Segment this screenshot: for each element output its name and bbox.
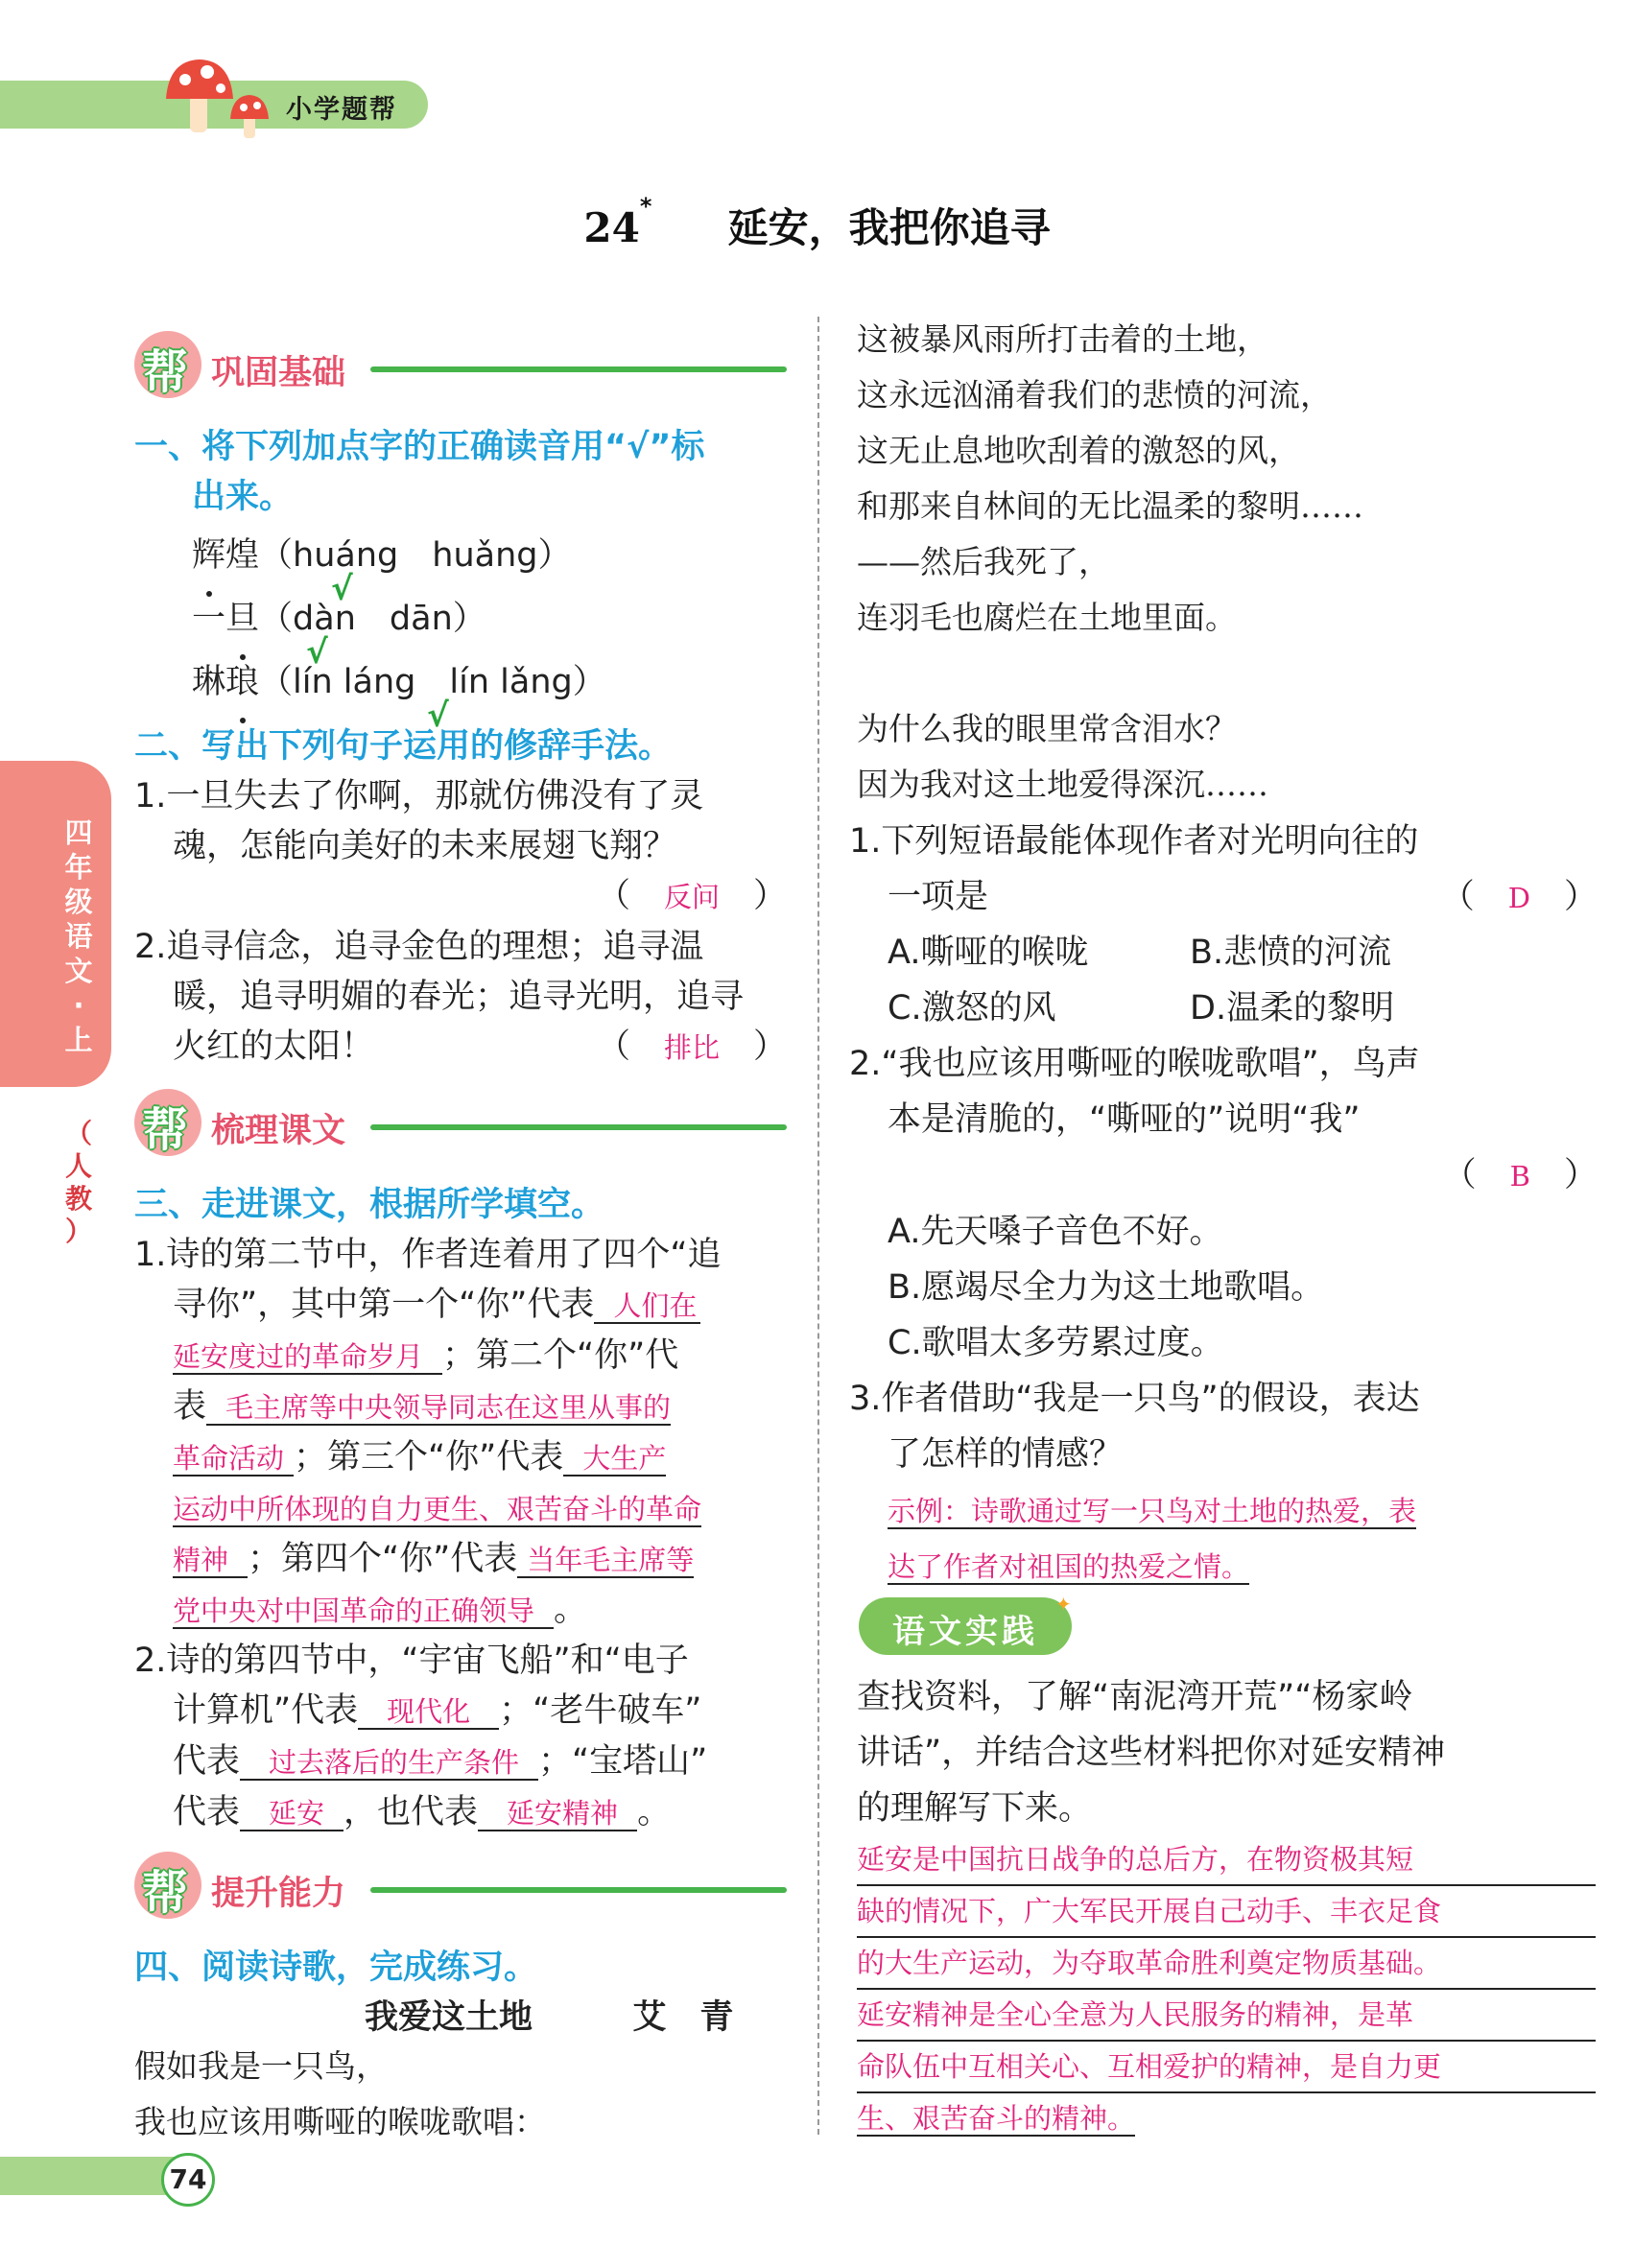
practice-answer [857,1834,1596,2143]
q2-item2-c: 火红的太阳！ [173,1028,375,1066]
lesson-title [0,193,1634,254]
q1-opt-3a: lín láng √ [293,663,415,701]
q2-item1-a: 1.一旦失去了你啊，那就仿佛没有了灵 [134,777,704,815]
q1-word-2: 旦 [225,587,259,650]
q2-item2-answer: 排比 [663,1031,720,1064]
rq2-answer: B [1509,1160,1530,1193]
q3-p2-d-row: 代表 过去落后的生产条件 ；“宝塔山” [173,1742,708,1781]
q1-item-1: 辉煌（huáng √ huǎng） [192,524,806,587]
poem-heading [365,1993,787,2043]
poem-right [857,312,1596,813]
q3-p1-b-row: 寻你”，其中第一个“你”代表 人们在 [134,1280,787,1331]
rq3-answer-2: 达了作者对祖国的热爱之情。 [888,1550,1250,1583]
rq2-b: 本是清脆的，“嘶哑的”说明“我” [888,1100,1361,1139]
section-line [370,1124,787,1130]
q3-p1-f-row [134,1483,787,1534]
q3-p2-answer1: 现代化 [358,1695,499,1730]
poem-line: 为什么我的眼里常含泪水？ [857,710,1237,747]
poem-line: ——然后我死了， [857,543,1110,580]
practice-badge [859,1597,1072,1655]
section-line [370,1887,787,1893]
section-line [370,366,787,372]
poem-title: 我爱这土地 [365,1998,533,2037]
q3-p1-h-row: 党中央对中国革命的正确领导 。 [173,1591,588,1629]
q1-opt-1b: huǎng [432,536,538,575]
sparkle-icon: ✦ [1055,1593,1072,1616]
rq2-answer-box: （ B ） [1442,1156,1598,1194]
q1-items [192,524,806,735]
q3-p2-f-row: 代表 延安 ，也代表 延安精神 。 [173,1793,672,1831]
section-bang: 帮 [142,1103,189,1157]
q2-item1-answer: 反问 [663,881,720,913]
poem-line: 这无止息地吹刮着的激怒的风， [857,432,1300,469]
rq1-options-2 [849,980,1598,1036]
q1-word-3: 琅 [225,650,259,714]
practice-answer-line: 命队伍中互相关心、互相爱护的精神，是自力更 [857,2042,1596,2093]
section-head-basics [134,331,787,404]
rq1-a: 1.下列短语最能体现作者对光明向往的 [849,822,1419,861]
practice-answer-line: 的大生产运动，为夺取革命胜利奠定物质基础。 [857,1938,1596,1990]
practice-answer-line: 缺的情况下，广大军民开展自己动手、丰衣足食 [857,1886,1596,1938]
poem-line: 这被暴风雨所打击着的土地， [857,320,1268,358]
lesson-mark: * [639,193,652,220]
q1-title [134,422,806,522]
brand-name: 小学题帮 [286,95,397,125]
practice-answer-line: 延安精神是全心全意为人民服务的精神，是革 [857,1990,1596,2042]
rq3-b: 了怎样的情感？ [888,1435,1124,1474]
check-icon: √ [306,633,328,672]
q2-item2-answer-box: （ 排比 ） [596,1028,787,1066]
rq1-opt-b: B.悲愤的河流 [1190,933,1392,972]
lesson-name: 延安，我把你追寻 [727,204,1051,251]
q3-title: 三、走进课文，根据所学填空。 [134,1186,605,1224]
poem-left [134,2039,546,2150]
practice-q-a: 查找资料，了解“南泥湾开荒”“杨家岭 [857,1678,1413,1716]
rq1-answer-box: （ D ） [1440,878,1598,916]
q3-p1-answer1a: 人们在 [594,1289,700,1324]
rq2-opt-c: C.歌唱太多劳累过度。 [888,1324,1224,1362]
q3-p1-c-row: 延安度过的革命岁月 ；第二个“你”代 [173,1336,679,1375]
column-divider [817,317,819,2135]
q2-title: 二、写出下列句子运用的修辞手法。 [134,727,673,766]
q1-word-1: 辉 [192,524,225,587]
check-icon: √ [331,570,353,608]
q3-p1-g-row: 精神 ；第四个“你”代表 当年毛主席等 [173,1540,695,1578]
q3-p2-answer3: 延安 [240,1797,343,1831]
lesson-number: 24 [583,204,640,251]
rq2-opt-b: B.愿竭尽全力为这土地歌唱。 [888,1268,1325,1307]
q2-item1-b: 魂，怎能向美好的未来展翅飞翔？ [173,827,677,865]
q2-item2-c-row [134,1022,787,1072]
q3-p1-a: 1.诗的第二节中，作者连着用了四个“追 [134,1236,722,1274]
q1-item-2: 一旦（dàn √ dān） [192,587,806,650]
practice-answer-line: 生、艰苦奋斗的精神。 [857,2102,1136,2135]
q3-p1-answer4a: 当年毛主席等 [517,1544,694,1578]
q3-p1-answer4b: 党中央对中国革命的正确领导 [173,1595,554,1629]
q1-opt-3b: lín lǎng [449,663,573,701]
poem-line: 假如我是一只鸟， [134,2047,388,2085]
q1-opt-2a: dàn √ [293,600,356,638]
rq3-answer-1: 示例：诗歌通过写一只鸟对土地的热爱，表 [888,1495,1417,1527]
section-label: 提升能力 [211,1875,346,1913]
practice-label: 语文实践 [892,1613,1038,1651]
section-head-ability [134,1852,787,1925]
q3-p1-e-row: 革命活动 ；第三个“你”代表 大生产 [173,1438,667,1477]
section-head-text [134,1089,787,1162]
poem-line: 和那来自林间的无比温柔的黎明…… [857,487,1363,525]
page-number: 74 [161,2153,215,2207]
practice-question [857,1669,1596,1836]
q3-body [134,1230,787,1838]
side-grade: 四 年 级 语 文 · 上 [64,816,93,1056]
q3-p1-answer2b: 革命活动 [173,1442,294,1477]
q2-item1-answer-box: （ 反问 ） [596,877,787,915]
poem-line: 连羽毛也腐烂在土地里面。 [857,599,1237,636]
rq1-options-1 [849,925,1598,980]
q3-p1-d-row: 表 毛主席等中央领导同志在这里从事的 [173,1387,672,1426]
q3-p1-answer3c: 精神 [173,1544,248,1578]
rq2-a: 2.“我也应该用嘶哑的喉咙歌唱”，鸟声 [849,1045,1420,1083]
rq2-opt-a: A.先天嗓子音色不好。 [888,1213,1223,1251]
check-icon: √ [427,697,449,735]
practice-answer-line: 延安是中国抗日战争的总后方，在物资极其短 [857,1834,1596,1886]
side-publisher: （ 人 教 ） [64,1118,92,1247]
rq3-a: 3.作者借助“我是一只鸟”的假设，表达 [849,1380,1420,1418]
rq1-opt-d: D.温柔的黎明 [1190,989,1395,1028]
q3-p1-answer2a: 毛主席等中央领导同志在这里从事的 [206,1391,671,1426]
q3-p2-a: 2.诗的第四节中，“宇宙飞船”和“电子 [134,1642,689,1680]
q1-opt-1a: huáng √ [293,536,398,575]
practice-answer-last [857,2093,1596,2143]
reading-questions [849,814,1598,1594]
q1-opt-2b: dān [389,600,453,638]
poem-line: 我也应该用嘶哑的喉咙歌唱： [134,2103,546,2140]
poem-author: 艾 青 [632,1997,734,2037]
section-label: 巩固基础 [211,354,346,392]
rq1-opt-a: A.嘶哑的喉咙 [888,933,1089,972]
q3-p2-b-row: 计算机”代表 现代化 ；“老牛破车” [173,1691,702,1730]
section-bang: 帮 [142,345,189,399]
q2-item2-b: 暖，追寻明媚的春光；追寻光明，追寻 [173,978,745,1016]
q3-p1-answer3b: 运动中所体现的自力更生、艰苦奋斗的革命 [173,1493,702,1525]
q2-body [134,771,787,1072]
q3-p1-answer1b: 延安度过的革命岁月 [173,1340,442,1375]
practice-q-b: 讲话”，并结合这些材料把你对延安精神 [857,1734,1446,1772]
poem-line: 这永远汹涌着我们的悲愤的河流， [857,376,1332,413]
mushroom-icon [161,56,276,144]
poem-line: 因为我对这土地爱得深沉…… [857,766,1268,803]
section-label: 梳理课文 [211,1112,346,1150]
q1-item-3: 琳琅（lín láng √ lín lǎng） [192,650,806,714]
q3-p2-answer4: 延安精神 [478,1797,637,1831]
q1-title-b: 出来。 [192,478,294,516]
practice-q-c: 的理解写下来。 [857,1789,1093,1828]
rq1-b-row: 一项是 （ D ） [849,869,1598,925]
q1-title-a: 一、将下列加点字的正确读音用“√”标 [134,428,705,466]
q4-title: 四、阅读诗歌，完成练习。 [134,1949,538,1987]
section-bang: 帮 [142,1866,189,1920]
q3-p1-answer3a: 大生产 [563,1442,666,1477]
rq1-answer: D [1507,882,1530,914]
q2-item2-a: 2.追寻信念，追寻金色的理想；追寻温 [134,928,704,966]
q3-p2-answer2: 过去落后的生产条件 [240,1746,538,1781]
rq1-opt-c: C.激怒的风 [888,989,1056,1028]
